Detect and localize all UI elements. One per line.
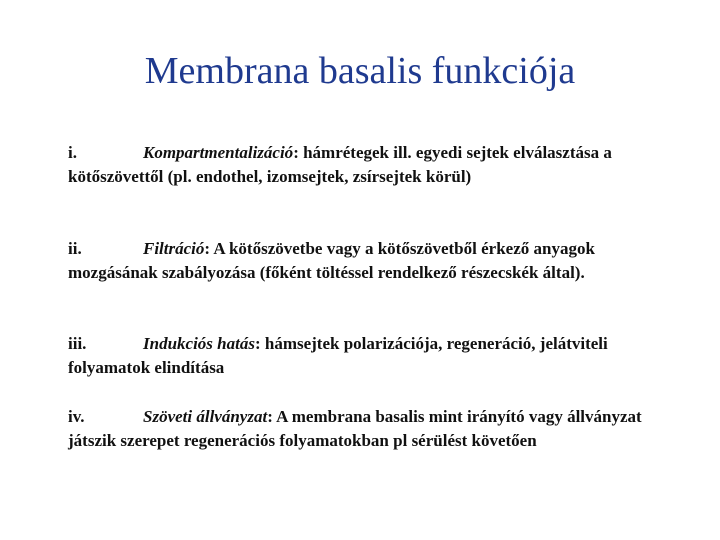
item-text: : hámsejtek polarizációja, regeneráció, jelátviteli folyamatok elindítása — [68, 334, 608, 377]
item-term: Szöveti állványzat — [143, 407, 268, 426]
item-text: : A kötőszövetbe vagy a kötőszövetből érkező anyagok mozgásának szabályozása (főként töltéssel rendelkező részecskék által). — [68, 239, 595, 282]
item-number: ii. — [68, 239, 82, 258]
item-text: : A membrana basalis mint irányító vagy állványzat játszik szerepet regenerációs folyamatokban pl sérülést követően — [68, 407, 642, 450]
slide-title: Membrana basalis funkciója — [144, 50, 576, 92]
function-item-1 — [68, 141, 658, 189]
function-item-4 — [68, 405, 658, 453]
function-item-2 — [68, 237, 658, 285]
item-term: Filtráció — [143, 239, 205, 258]
item-number: iii. — [68, 334, 87, 353]
item-number: iv. — [68, 407, 85, 426]
item-number: i. — [68, 143, 77, 162]
item-term: Kompartmentalizáció — [143, 143, 294, 162]
item-term: Indukciós hatás — [143, 334, 255, 353]
item-text: : hámrétegek ill. egyedi sejtek elválasztása a kötőszövettől (pl. endothel, izomsejtek, zsírsejtek körül) — [68, 143, 612, 186]
function-item-3 — [68, 332, 658, 380]
